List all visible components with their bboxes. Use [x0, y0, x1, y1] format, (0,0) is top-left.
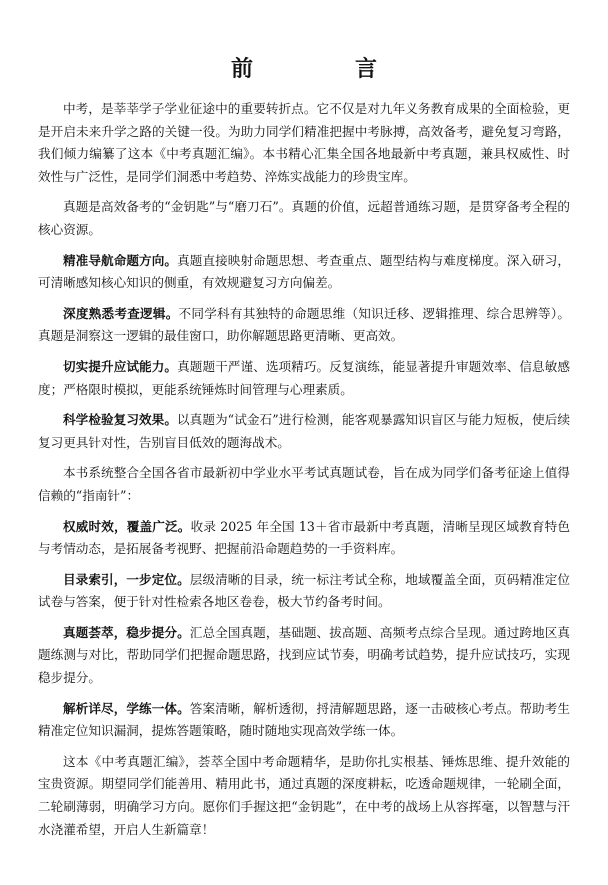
paragraph-heading: 深度熟悉考查逻辑。 — [63, 305, 179, 321]
paragraph-text: 真题是高效备考的“金钥匙”与“磨刀石”。真题的价值，远超普通练习题，是贯穿备考全程的核心资源。 — [38, 199, 570, 237]
paragraph-heading: 真题荟萃，稳步提分。 — [63, 624, 190, 640]
paragraph-text: 本书系统整合全国各省市最新初中学业水平考试真题试卷，旨在成为同学们备考征途上值得信赖的“指南针”： — [38, 465, 570, 503]
paragraph-heading: 切实提升应试能力。 — [63, 358, 178, 374]
paragraph — [38, 303, 570, 348]
page-title: 前 言 — [230, 57, 417, 82]
paragraph-text: 答案清晰，解析透彻，捋清解题思路，逐一击破核心考点。帮助考生精准定位知识漏洞，提炼答题策略，随时随地实现高效学练一体。 — [38, 700, 571, 739]
paragraph-heading: 精准导航命题方向。 — [63, 252, 178, 268]
paragraph — [38, 622, 570, 690]
paragraph-text: 这本《中考真题汇编》，荟萃全国中考命题精华，是助你扎实根基、锤炼思维、提升效能的宝贵资源。期望同学们能善用、精用此书，通过真题的深度耕耘，吃透命题规律，一轮刷全面，二轮刷薄弱，明确学习方向。愿你们手握这把“金钥匙”，在中考的战场上从容挥毫，以智慧与汗水浇灌希望，开启人生新篇章！ — [38, 753, 570, 837]
paragraph-heading: 科学检验复习效果。 — [63, 412, 178, 428]
paragraph — [38, 698, 570, 743]
paragraph — [38, 98, 570, 188]
paragraph-text: 真题直接映射命题思想、考查重点、题型结构与难度梯度。深入研习，可清晰感知核心知识的侧重，有效规避复习方向偏差。 — [38, 252, 571, 291]
paragraph-text: 收录 2025 年全国 13＋省市最新中考真题，清晰呈现区域教育特色与考情动态，是拓展备考视野、把握前沿命题趋势的一手资料库。 — [38, 518, 571, 557]
paragraph — [38, 751, 570, 841]
paragraph — [38, 196, 570, 241]
paragraph-heading: 解析详尽，学练一体。 — [63, 700, 190, 716]
paragraph — [38, 409, 570, 454]
paragraph-text: 真题题干严谨、选项精巧。反复演练，能显著提升审题效率、信息敏感度；严格限时模拟，更能系统锤炼时间管理与心理素质。 — [38, 358, 571, 397]
paragraph-text: 层级清晰的目录，统一标注考试全称，地域覆盖全面，页码精准定位试卷与答案，便于针对性检索各地区卷卷，极大节约备考时间。 — [38, 571, 571, 610]
paragraph-text: 中考，是莘莘学子学业征途中的重要转折点。它不仅是对九年义务教育成果的全面检验，更是开启未来升学之路的关键一役。为助力同学们精准把握中考脉搏，高效备考，避免复习弯路，我们倾力编纂了这本《中考真题汇编》。本书精心汇集全国各地最新中考真题，兼具权威性、时效性与广泛性，是同学们洞悉中考趋势、淬炼实战能力的珍贵宝库。 — [38, 101, 570, 184]
paragraph-text: 以真题为“试金石”进行检测，能客观暴露知识盲区与能力短板，使后续复习更具针对性，告别盲目低效的题海战术。 — [38, 412, 570, 450]
paragraph — [38, 516, 570, 561]
paragraph — [38, 462, 570, 507]
paragraph — [38, 250, 570, 295]
paragraph-heading: 目录索引，一步定位。 — [63, 571, 190, 587]
paragraph-text: 不同学科有其独特的命题思维（知识迁移、逻辑推理、综合思辨等）。真题是洞察这一逻辑的最佳窗口，助你解题思路更清晰、更高效。 — [38, 305, 570, 344]
paragraph-text: 汇总全国真题，基础题、拔高题、高频考点综合呈现。通过跨地区真题练测与对比，帮助同学们把握命题思路，找到应试节奏，明确考试趋势，提升应试技巧，实现稳步提分。 — [38, 624, 571, 686]
paragraph — [38, 569, 570, 614]
paragraph — [38, 356, 570, 401]
preface-body — [38, 98, 570, 849]
paragraph-heading: 权威时效，覆盖广泛。 — [63, 518, 191, 534]
